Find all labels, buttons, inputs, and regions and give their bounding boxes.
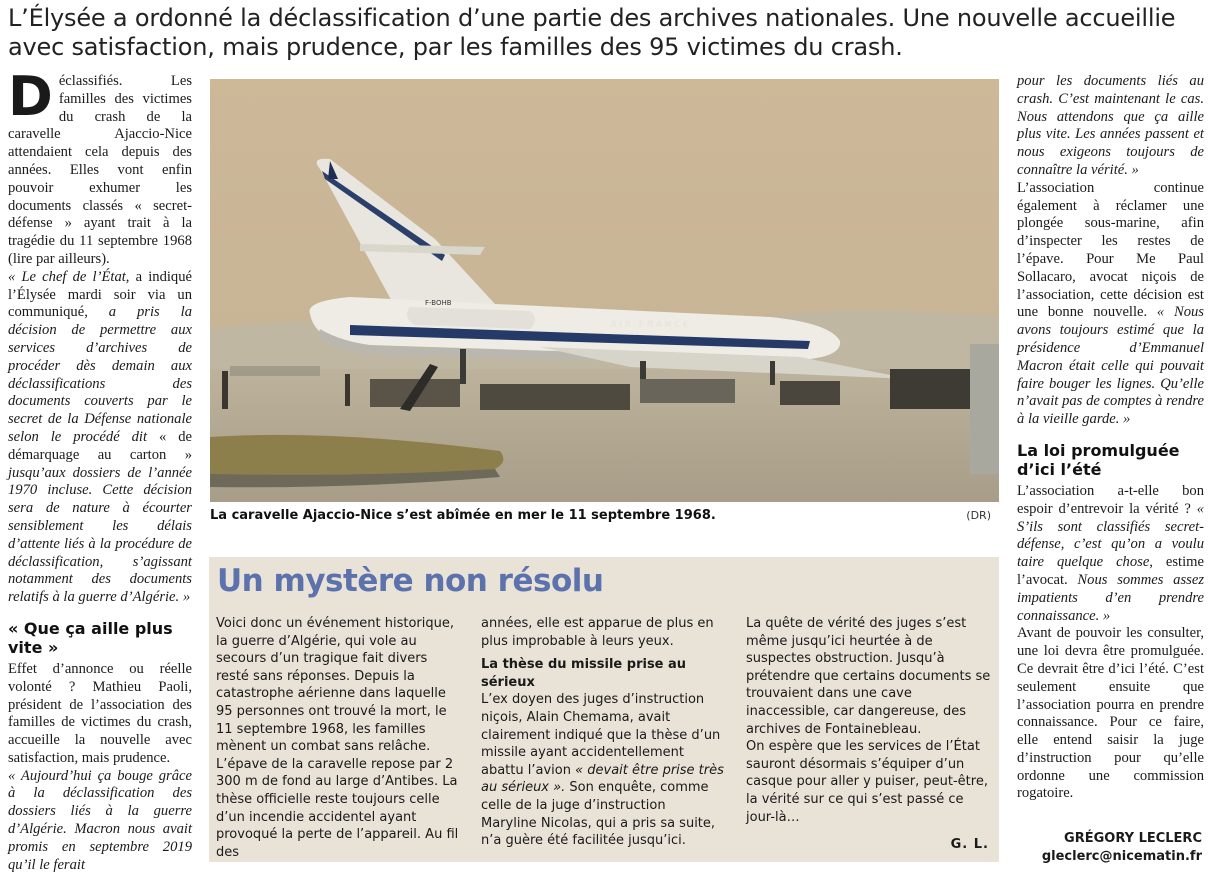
- right-text-3: L’association a-t-elle bon espoir d’entrevoir la vérité ?: [1017, 482, 1204, 517]
- right-text-2: L’association continue également à réclamer une plongée sous-marine, afin d’inspecter les restes de l’épave. Pour Me Paul Sollacaro, avocat niçois de l’association, cette décision est une bonne nouvelle.: [1017, 179, 1204, 321]
- right-quote-1: pour les documents liés au crash. C’est maintenant le cas. Nous attendons que ça aille plus vite. Les années passent et nous exigeons toujours de connaître la vérité. »: [1017, 73, 1204, 178]
- lead-column: [8, 65, 192, 874]
- right-quote-3: « S’ils sont classifiés secret-défense, c’est qu’on a voulu taire quelque chose,: [1017, 500, 1204, 571]
- tail-registration: F-BOHB: [425, 299, 452, 307]
- box-c2-text-2: Son enquête, comme celle de la juge d’instruction Maryline Nicolas, qui a pris sa suite, n’a guère été facilitée jusqu’ici.: [481, 780, 716, 849]
- lead-paragraph-1: [8, 65, 192, 269]
- photo-credit: (DR): [966, 509, 991, 522]
- lead-quote-2: a pris la décision de permettre aux services d’archives de procéder dès demain aux déclassifications des documents couverts par le secret de la Défense nationale selon le procédé dit: [8, 304, 192, 445]
- box-subhead: La thèse du missile prise au sérieux: [481, 657, 687, 690]
- box-column-2: [481, 615, 724, 850]
- byline: [1042, 830, 1202, 866]
- right-quote-4: Nous sommes assez impatients d’en prendre connaissance. »: [1017, 571, 1204, 624]
- lead-quote-3: jusqu’aux dossiers de l’année 1970 incluse. Cette décision sera de nature à écourter sensiblement les délais d’attente liés à la procédure de déclassification, s’agissant notamment des documents relatifs à la guerre d’Algérie. »: [8, 464, 192, 606]
- right-subhead: La loi promulguée d’ici l’été: [1017, 440, 1180, 479]
- right-paragraph-4: Avant de pouvoir les consulter, une loi devra être promulguée. Ce devrait être d’ici l’été. C’est seulement ensuite que l’association pourra en prendre connaissance. Pour ce faire, elle entend saisir la juge d’instruction pour qu’elle ordonne une commission rogatoire.: [1017, 625, 1204, 802]
- box-title: Un mystère non résolu: [217, 563, 604, 599]
- right-quote-2: « Nous avons toujours estimé que la présidence d’Emmanuel Macron était celle qui pouvait faire bouger les lignes. Qu’elle n’avait pas de comptes à rendre à la vieille garde. »: [1017, 304, 1204, 428]
- box-c2-quote: « devait être prise très au sérieux ».: [481, 762, 724, 796]
- box-c3-p1: La quête de vérité des juges s’est même jusqu’ici heurtée à de suspectes obstruction. Jusqu’à prétendre que certains documents se trouvaient dans une cave inaccessible, car dangereuse, des archives de Fontainebleau.: [746, 616, 991, 737]
- box-c3-p2: On espère que les services de l’État sauront désormais s’équiper d’un casque pour aller y puiser, peut-être, la vérité sur ce qui s’est passé ce jour-là…: [746, 739, 988, 825]
- photo-caption: [210, 507, 999, 524]
- box-c2-p1: années, elle est apparue de plus en plus improbable à leurs yeux.: [481, 616, 714, 649]
- lead-paragraph-3: Effet d’annonce ou réelle volonté ? Mathieu Paoli, président de l’association des familles de victimes du crash, accueille la nouvelle avec satisfaction, mais prudence.: [8, 660, 192, 766]
- author-email[interactable]: gleclerc@nicematin.fr: [1041, 849, 1202, 864]
- box-c1-p2: L’épave de la caravelle repose par 2 300 m de fond au large d’Antibes. La thèse officielle reste toujours celle d’un incendie accidentel ayant provoqué la perte de l’appareil. Au fil des: [216, 756, 459, 860]
- box-column-1: [216, 615, 461, 861]
- lead-quote-4: « Aujourd’hui ça bouge grâce à la déclassification des dossiers liés à la guerre d’Algérie. Macron nous avait promis en septembre 2019 qu’il le ferait: [8, 767, 192, 873]
- lead-quote-1: « Le chef de l’État,: [8, 268, 130, 285]
- lead-paragraph-2: [8, 269, 192, 607]
- box-c2-p2: [481, 691, 724, 849]
- caption-text: La caravelle Ajaccio-Nice s’est abîmée en mer le 11 septembre 1968.: [210, 508, 716, 523]
- author-name: GRÉGORY LECLERC: [1064, 831, 1202, 846]
- right-paragraph-2: [1017, 180, 1204, 429]
- right-column: [1017, 73, 1204, 803]
- right-paragraph-3: [1017, 483, 1204, 625]
- headline: L’Élysée a ordonné la déclassification d’une partie des archives nationales. Une nouvelle accueillie avec satisfaction, mais prudence, par les familles des 95 victimes du crash.: [8, 4, 1176, 61]
- box-c2-text-1: L’ex doyen des juges d’instruction niçois, Alain Chemama, avait clairement indiqué que la thèse d’un missile ayant accidentellement abattu l’avion: [481, 692, 721, 778]
- lead-subhead: « Que ça aille plus vite »: [8, 618, 173, 657]
- right-paragraph-1: [1017, 73, 1204, 180]
- box-column-3: [746, 615, 991, 826]
- box-c1-p1: Voici donc un événement historique, la guerre d’Algérie, qui vole au secours d’un tragique fait divers resté sans réponses. Depuis la catastrophe aérienne dans laquelle 95 personnes ont trouvé la mort, le 11 septembre 1968, les familles mènent un combat sans relâche.: [216, 616, 454, 755]
- lead-paragraph-4: [8, 768, 192, 874]
- box-signature: G. L.: [950, 837, 989, 852]
- airline-livery: AIR FRANCE: [610, 320, 691, 330]
- airplane-illustration: [210, 79, 999, 502]
- lead-text-2: a indiqué l’Élysée mardi soir via un communiqué,: [8, 268, 192, 321]
- drop-cap: D: [8, 65, 53, 128]
- lead-text-1: éclassifiés. Les familles des victimes du crash de la caravelle Ajaccio-Nice attendaient cela depuis des années. Elles vont enfin pouvoir exhumer les documents classés « secret-défense » ayant trait à la tragédie du 11 septembre 1968 (lire par ailleurs).: [8, 73, 192, 267]
- right-text-4: estime l’avocat.: [1017, 554, 1204, 588]
- sidebar-box: [209, 557, 999, 862]
- lead-text-3: « de démarquage au carton »: [8, 428, 192, 463]
- caravelle-photo: [210, 79, 999, 502]
